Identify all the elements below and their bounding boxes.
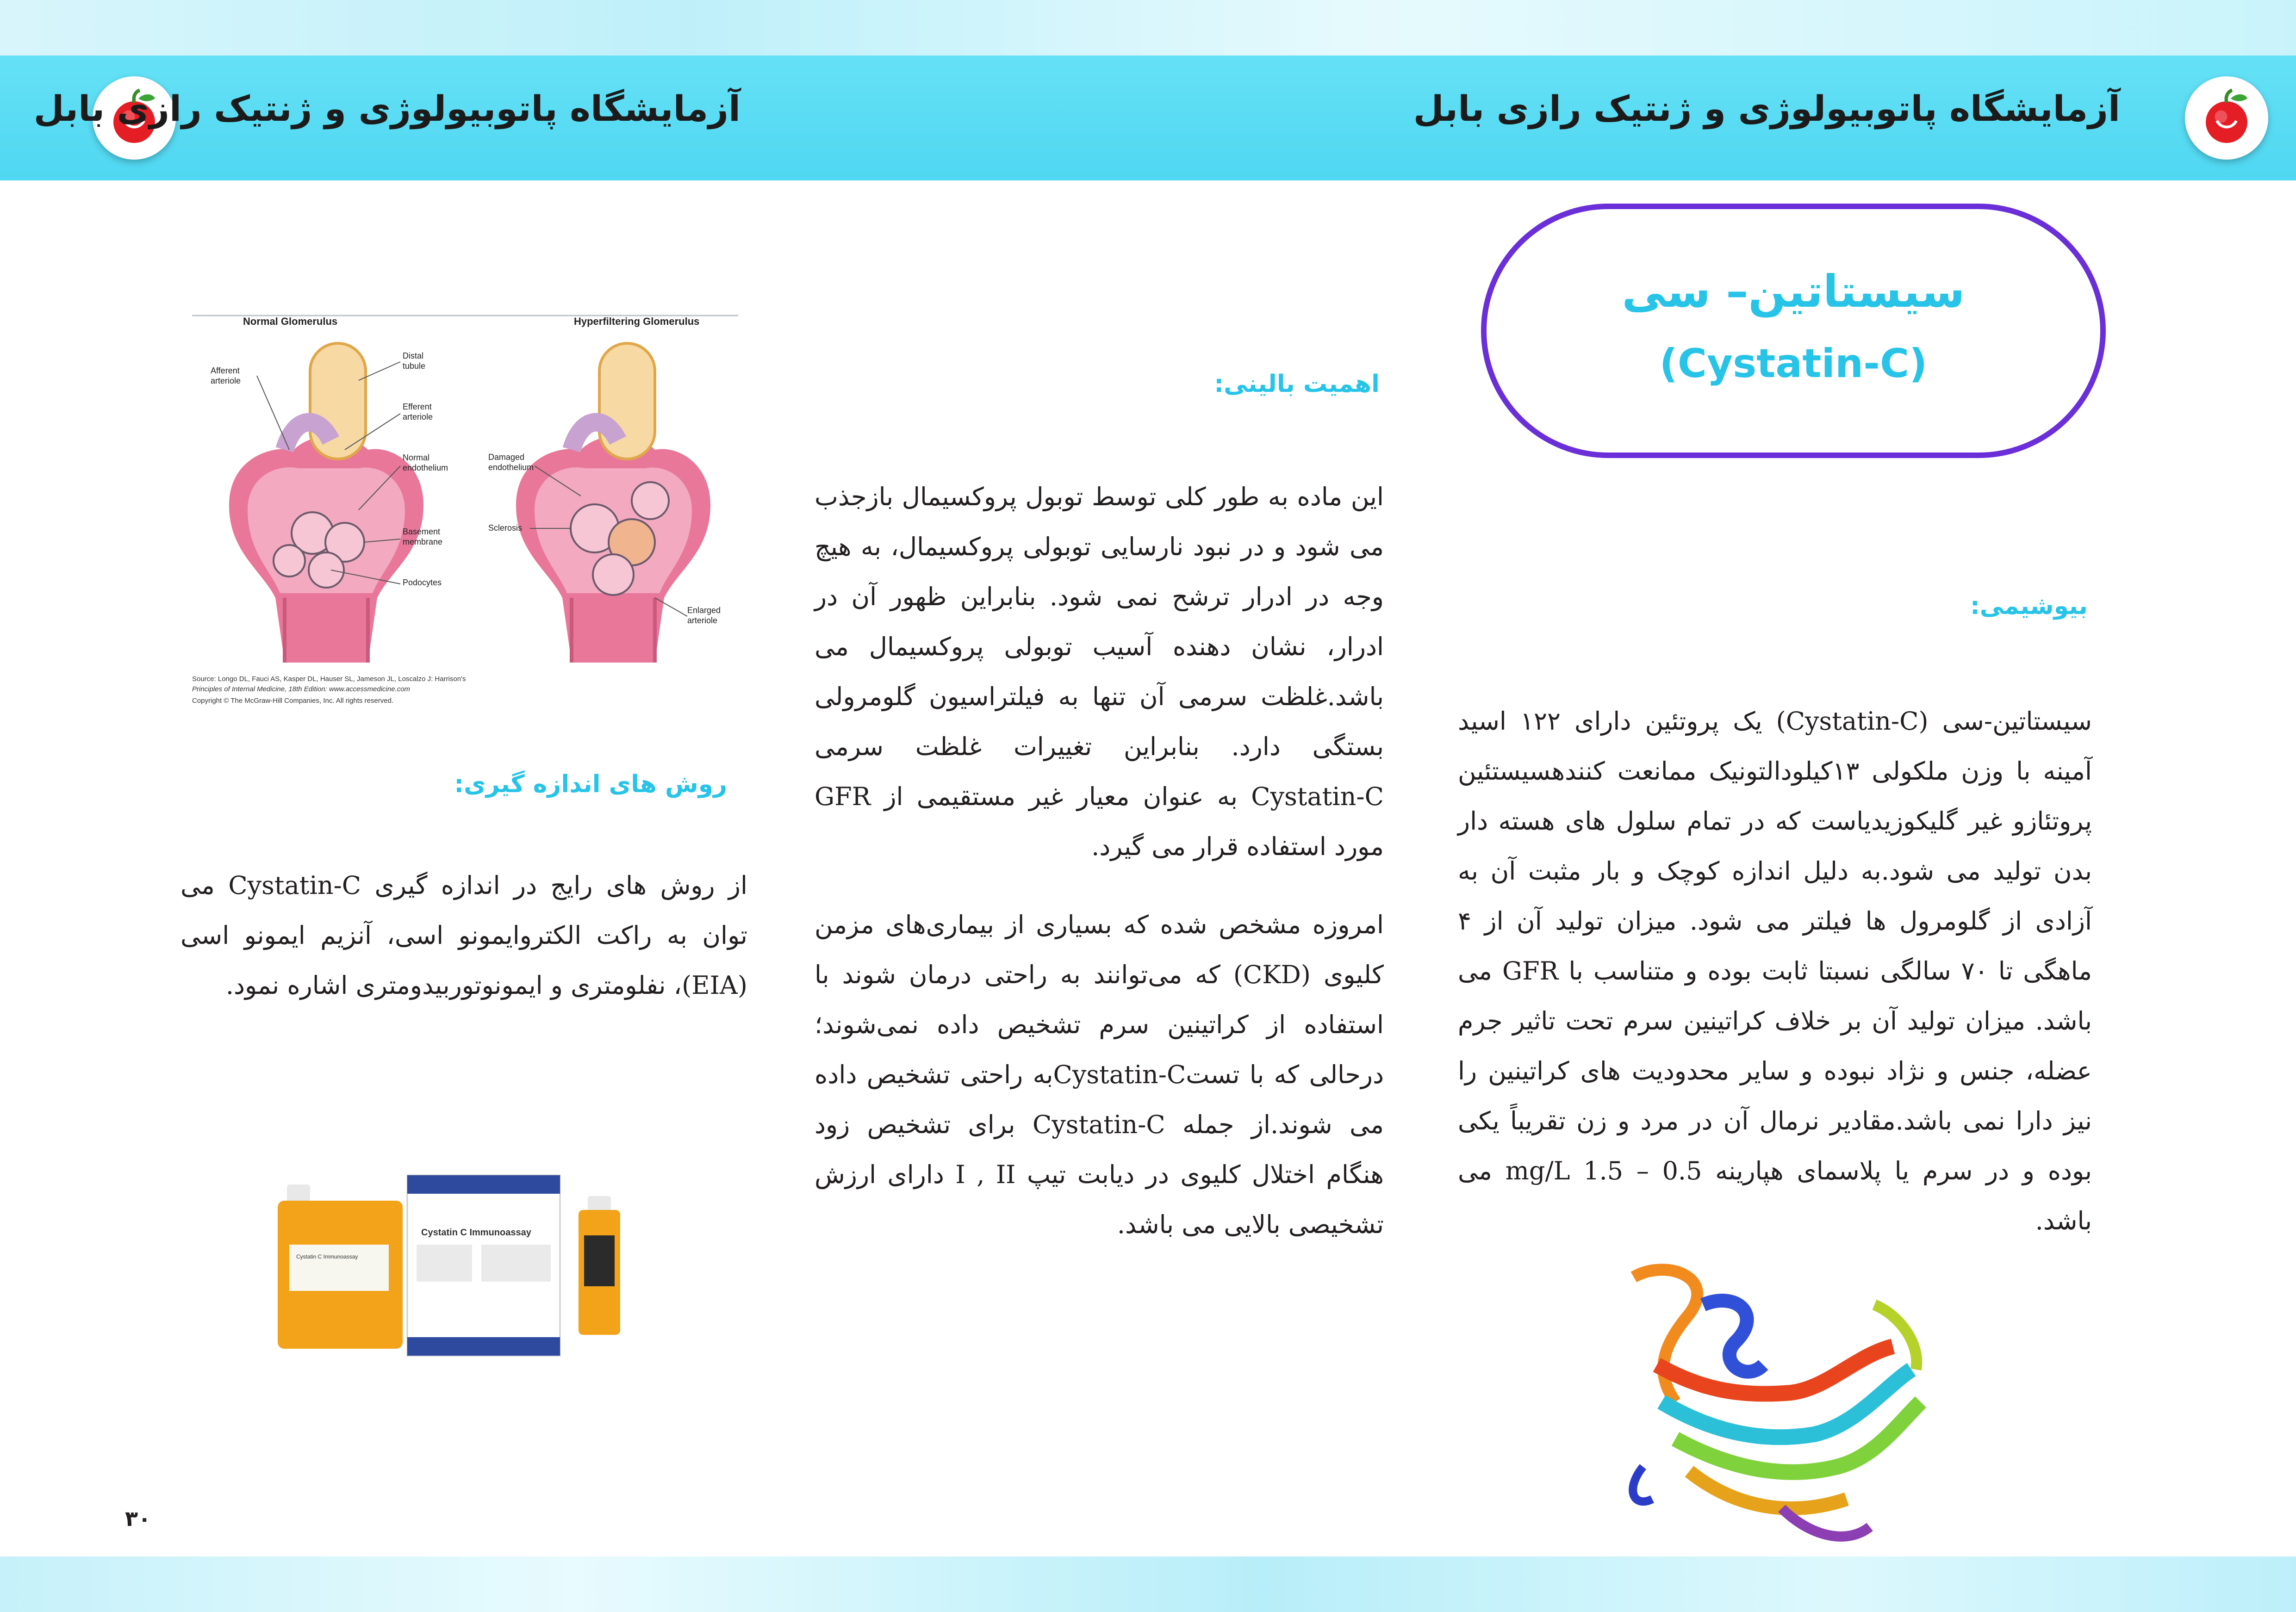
header-left-page xyxy=(0,56,1148,180)
header-title: آزمایشگاه پاتوبیولوژی و ژنتیک رازی بابل xyxy=(1413,88,2120,129)
apple-logo-icon xyxy=(2185,76,2268,160)
svg-text:Enlarged: Enlarged xyxy=(687,606,721,615)
svg-text:membrane: membrane xyxy=(403,537,443,546)
diagram-source-line-2: Principles of Internal Medicine, 18th Edition: www.accessmedicine.com xyxy=(192,685,411,693)
topic-title-english: (Cystatin-C) xyxy=(1659,341,1928,387)
clinical-paragraph-2: امروزه مشخص شده که بسیاری از بیماری‌های مزمن کلیوی (CKD) که می‌توانند به راحتی درمان شوند با استفاده از کراتینین سرم تشخیص داده نمی‌شوند؛ درحالی که با تستCystatin-Cبه راحتی تشخیص داده می شوند.از جمله Cystatin-C برای تشخیص زود هنگام اختلال کلیوی در دیابت تیپ I , II دارای ارزش تشخیصی بالایی می باشد. xyxy=(815,910,1384,1239)
top-decorative-band xyxy=(0,0,2296,56)
topic-title-box xyxy=(1481,204,2106,458)
svg-text:arteriole: arteriole xyxy=(211,376,241,385)
svg-text:Damaged: Damaged xyxy=(488,453,525,462)
svg-text:Basement: Basement xyxy=(403,527,441,536)
glomerulus-diagram xyxy=(192,311,738,718)
methods-paragraph: از روش های رایج در اندازه گیری Cystatin-C می توان به راکت الکتروایمونو اسی، آنزیم ایمونو اسی (EIA)، نفلومتری و ایمونوتوربیدومتری اشاره نمود. xyxy=(180,871,747,1000)
svg-text:Sclerosis: Sclerosis xyxy=(488,523,523,533)
page-header xyxy=(0,56,2296,180)
svg-text:arteriole: arteriole xyxy=(687,616,718,625)
page-number: ۳۰ xyxy=(125,1506,151,1531)
header-right-page xyxy=(1148,56,2296,180)
topic-title-persian: سیستاتین– سی xyxy=(1622,266,1965,317)
svg-text:Afferent: Afferent xyxy=(211,366,240,375)
svg-text:endothelium: endothelium xyxy=(403,463,448,472)
svg-text:Efferent: Efferent xyxy=(403,402,432,411)
svg-text:Podocytes: Podocytes xyxy=(403,578,442,587)
clinical-paragraph-1: این ماده به طور کلی توسط توبول پروکسیمال بازجذب می شود و در نبود نارسایی توبولی پروکسیمال، به هیچ وجه در ادرار ترشح نمی شود. بنابراین ظهور آن در ادرار، نشان دهنده آسیب توبولی پروکسیمال می باشد.غلظت سرمی آن تنها به فیلتراسیون گلومرولی بستگی دارد. بنابراین تغییرات غلظت سرمی Cystatin-C به عنوان معیار غیر مستقیمی از GFR مورد استفاده قرار می گیرد. xyxy=(815,482,1384,861)
diagram-title-normal: Normal Glomerulus xyxy=(243,316,338,327)
diagram-title-hyper: Hyperfiltering Glomerulus xyxy=(574,316,700,327)
hyperfiltering-glomerulus-illustration xyxy=(516,343,710,663)
diagram-copyright: Copyright © The McGraw-Hill Companies, Inc. All rights reserved. xyxy=(192,697,394,705)
svg-text:Distal: Distal xyxy=(403,351,424,360)
diagram-source-line-1: Source: Longo DL, Fauci AS, Kasper DL, Hauser SL, Jameson JL, Loscalzo J: Harrison's xyxy=(192,675,466,683)
methods-heading: روش های اندازه گیری: xyxy=(454,770,727,798)
cystatin-c-kit-photo xyxy=(273,1166,666,1365)
biochemistry-heading: بیوشیمی: xyxy=(1970,592,2088,620)
bottle-label: Cystatin C Immunoassay xyxy=(296,1253,358,1260)
svg-text:tubule: tubule xyxy=(403,361,426,371)
kit-box-title: Cystatin C Immunoassay xyxy=(421,1228,531,1238)
biochemistry-paragraph: سیستاتین-سی (Cystatin-C) یک پروتئین دارای ۱۲۲ اسید آمینه با وزن ملکولی ۱۳کیلودالتونیک ممانعت کنندهسیستئین پروتئازو غیر گلیکوزیدیاست که در تمام سلول های هسته دار بدن تولید می شود.به دلیل اندازه کوچک و بار مثبت آن به آزادی از گلومرول ها فیلتر می شود. میزان تولید آن از ۴ ماهگی تا ۷۰ سالگی نسبتا ثابت بوده و متناسب با GFR می باشد. میزان تولید آن بر خلاف کراتینین سرم تحت تاثیر جرم عضله، جنس و نژاد نبوده و سایر محدودیت های کراتینین را نیز دارا نمی باشد.مقادیر نرمال آن در مرد و زن تقریباً یکی بوده و در سرم یا پلاسمای هپارینه 0.5 – 1.5 mg/L می باشد. xyxy=(1458,707,2092,1235)
svg-text:arteriole: arteriole xyxy=(403,412,433,422)
svg-text:Normal: Normal xyxy=(403,453,430,462)
bottom-decorative-band xyxy=(0,1556,2296,1612)
svg-text:endothelium: endothelium xyxy=(488,463,534,472)
header-title: آزمایشگاه پاتوبیولوژی و ژنتیک رازی بابل xyxy=(33,88,740,129)
clinical-heading: اهمیت بالینی: xyxy=(1214,370,1380,398)
cystatin-c-protein-structure xyxy=(1597,1249,1958,1564)
